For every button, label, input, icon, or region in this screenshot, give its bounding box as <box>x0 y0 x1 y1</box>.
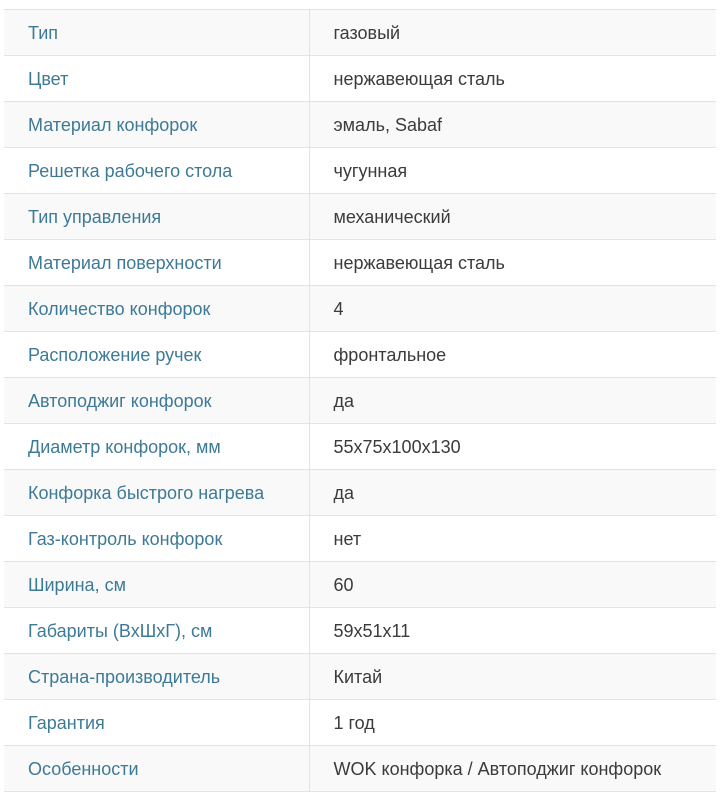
table-row <box>4 700 716 746</box>
spec-value: да <box>309 470 716 516</box>
spec-label: Конфорка быстрого нагрева <box>4 470 309 516</box>
spec-label: Газ-контроль конфорок <box>4 516 309 562</box>
table-row <box>4 56 716 102</box>
table-row <box>4 746 716 792</box>
table-row <box>4 240 716 286</box>
spec-value: да <box>309 378 716 424</box>
spec-value: 1 год <box>309 700 716 746</box>
spec-label: Расположение ручек <box>4 332 309 378</box>
spec-label: Количество конфорок <box>4 286 309 332</box>
spec-value: WOK конфорка / Автоподжиг конфорок <box>309 746 716 792</box>
spec-label: Материал конфорок <box>4 102 309 148</box>
table-row <box>4 102 716 148</box>
spec-value: эмаль, Sabaf <box>309 102 716 148</box>
spec-value: механический <box>309 194 716 240</box>
spec-label: Диаметр конфорок, мм <box>4 424 309 470</box>
spec-label: Ширина, см <box>4 562 309 608</box>
spec-value: нержавеющая сталь <box>309 240 716 286</box>
specifications-table <box>4 9 716 792</box>
spec-value: 4 <box>309 286 716 332</box>
spec-label: Тип управления <box>4 194 309 240</box>
spec-label: Особенности <box>4 746 309 792</box>
spec-value: фронтальное <box>309 332 716 378</box>
spec-label: Автоподжиг конфорок <box>4 378 309 424</box>
table-row <box>4 654 716 700</box>
spec-label: Решетка рабочего стола <box>4 148 309 194</box>
spec-value: нет <box>309 516 716 562</box>
spec-label: Габариты (ВхШхГ), см <box>4 608 309 654</box>
table-row <box>4 470 716 516</box>
table-row <box>4 286 716 332</box>
table-row <box>4 10 716 56</box>
spec-label: Гарантия <box>4 700 309 746</box>
table-row <box>4 424 716 470</box>
spec-label: Страна-производитель <box>4 654 309 700</box>
table-row <box>4 562 716 608</box>
spec-value: нержавеющая сталь <box>309 56 716 102</box>
spec-value: 60 <box>309 562 716 608</box>
spec-value: газовый <box>309 10 716 56</box>
table-row <box>4 608 716 654</box>
table-row <box>4 516 716 562</box>
spec-label: Тип <box>4 10 309 56</box>
spec-value: 59x51x11 <box>309 608 716 654</box>
spec-value: чугунная <box>309 148 716 194</box>
spec-label: Материал поверхности <box>4 240 309 286</box>
table-row <box>4 194 716 240</box>
table-row <box>4 378 716 424</box>
spec-value: 55x75x100x130 <box>309 424 716 470</box>
table-row <box>4 148 716 194</box>
table-row <box>4 332 716 378</box>
spec-value: Китай <box>309 654 716 700</box>
spec-label: Цвет <box>4 56 309 102</box>
